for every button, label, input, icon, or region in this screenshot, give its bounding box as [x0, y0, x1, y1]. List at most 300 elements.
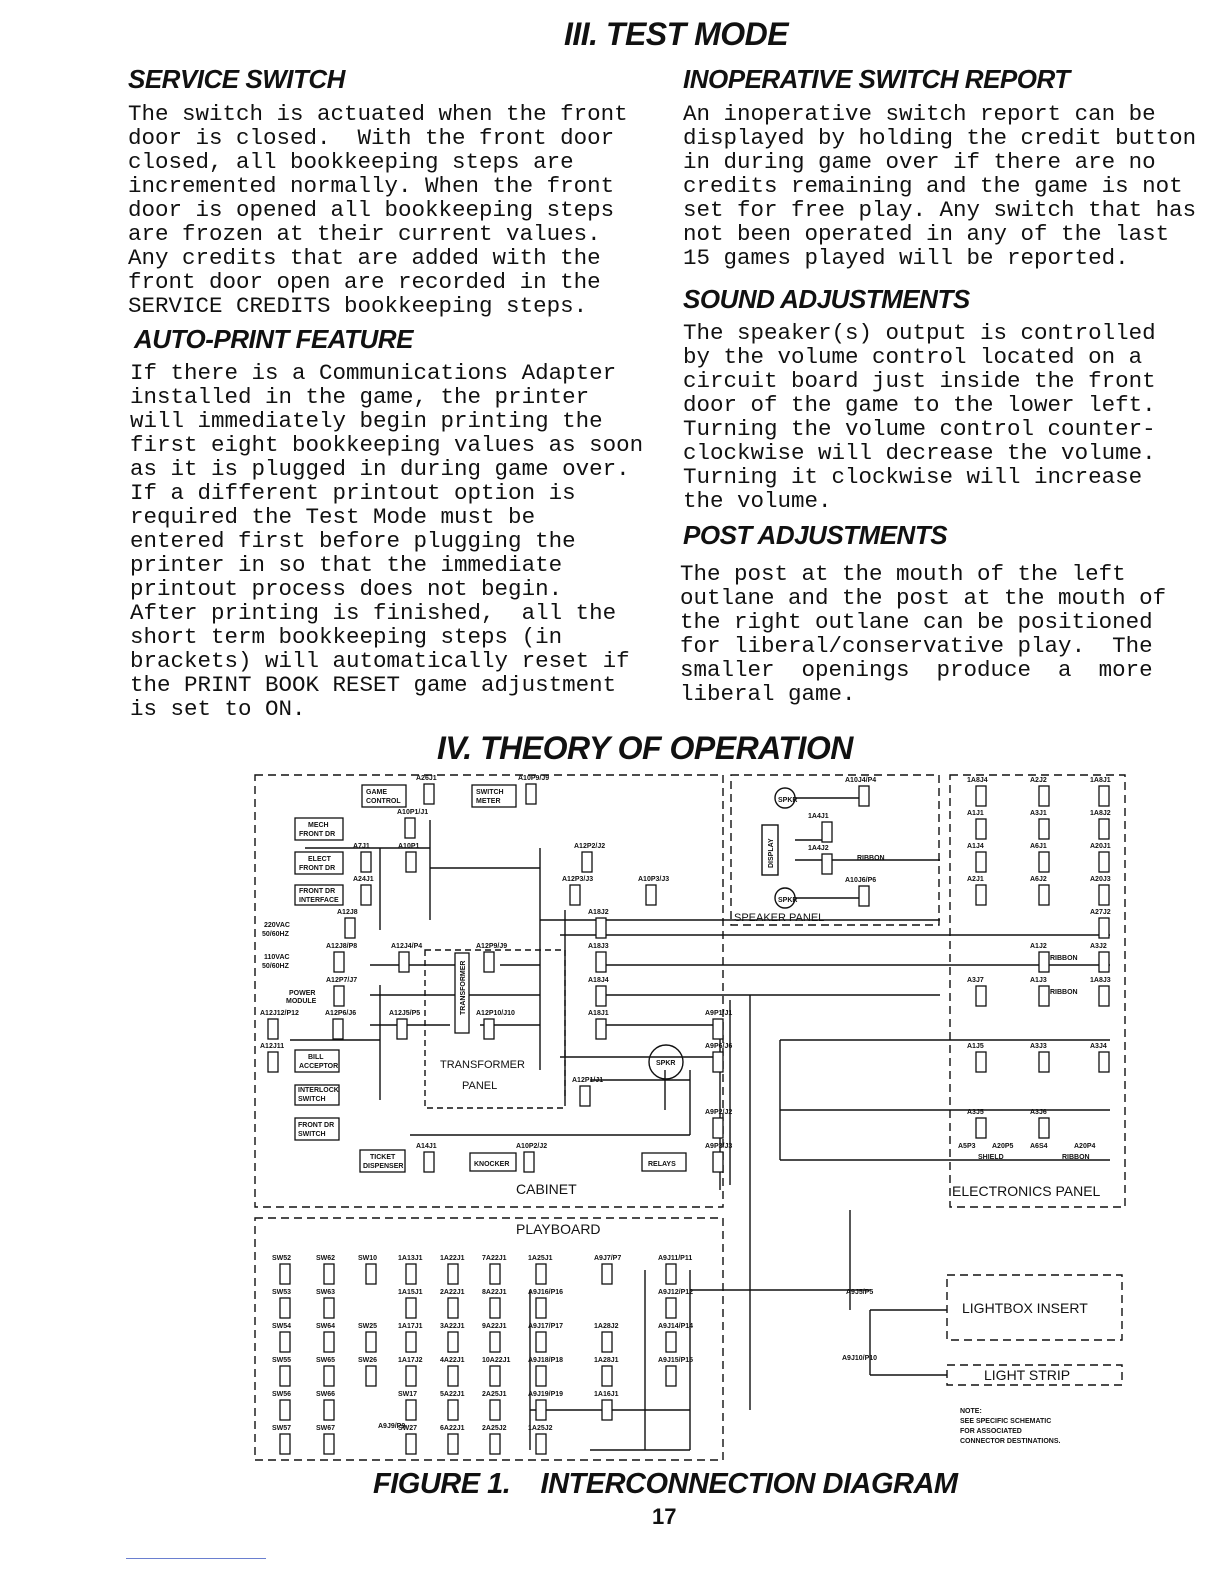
playboard-connector-label: SW66 [316, 1391, 336, 1398]
cabinet-connector [361, 852, 371, 872]
electronics-connector [1039, 819, 1049, 839]
playboard-connector-label: 3A22J1 [440, 1323, 465, 1330]
playboard-connector-label: A9J14/P14 [658, 1323, 694, 1330]
playboard-connector [280, 1264, 290, 1284]
playboard-connector-label: SW56 [272, 1391, 292, 1398]
electronics-connector [976, 986, 986, 1006]
playboard-connector [280, 1400, 290, 1420]
electronics-connector-label: 1A8J2 [1090, 810, 1111, 817]
inoperative-switch-text [683, 102, 1224, 270]
playboard-connector-label: SW25 [358, 1323, 378, 1330]
transformer-panel-label-2: PANEL [462, 1080, 498, 1092]
box-label: MECH [308, 822, 329, 829]
playboard-connector-label: SW55 [272, 1357, 292, 1364]
electronics-connector-label: A3J1 [1030, 810, 1047, 817]
service-switch-line: SERVICE CREDITS bookkeeping steps. [128, 293, 588, 319]
cabinet-connector [582, 852, 592, 872]
playboard-connector-label: 1A17J1 [398, 1323, 423, 1330]
electronics-connector [1039, 1052, 1049, 1072]
spkr-label-bottom: SPKR [778, 897, 798, 904]
playboard-connector [536, 1264, 546, 1284]
transformer-panel-label: TRANSFORMER [440, 1059, 525, 1071]
speaker-connector-label: A10J6/P6 [845, 877, 877, 884]
playboard-connector-label: 1A15J1 [398, 1289, 423, 1296]
service-switch-line: Any credits that are added with the [128, 245, 601, 271]
playboard-connector [406, 1434, 416, 1454]
cabinet-connector-label: A9P1/J1 [705, 1010, 733, 1017]
page-title: III. TEST MODE [563, 16, 789, 52]
interconnection-diagram [250, 770, 1130, 1470]
knocker-label: KNOCKER [474, 1161, 510, 1168]
inoperative-switch-heading: INOPERATIVE SWITCH REPORT [683, 64, 1070, 94]
playboard-connector [602, 1400, 612, 1420]
inoperative-switch-line: credits remaining and the game is not [683, 173, 1183, 199]
note-line: SEE SPECIFIC SCHEMATIC [960, 1418, 1052, 1425]
electronics-connector-label: A3J6 [1030, 1109, 1047, 1116]
spkr-label-top: SPKR [778, 797, 798, 804]
playboard-connector-label: 10A22J1 [482, 1357, 511, 1364]
box-label: 220VAC [264, 922, 290, 929]
post-adjustments-text [680, 562, 1166, 706]
cabinet-connector-label: A10P3/J3 [638, 876, 670, 883]
cabinet-connector-label: A12J4/P4 [391, 943, 423, 950]
ribbon-label: RIBBON [1050, 955, 1078, 962]
playboard-connector-label: 7A22J1 [482, 1255, 507, 1262]
note-line: CONNECTOR DESTINATIONS. [960, 1438, 1061, 1445]
cabinet-connector-label: A14J1 [416, 1143, 437, 1150]
cabinet-connector-label: A18J1 [588, 1010, 609, 1017]
electronics-connector-label: A6S4 [1030, 1143, 1048, 1150]
cabinet-connector [713, 1019, 723, 1039]
cabinet-connector [268, 1052, 278, 1072]
playboard-connector-label: 5A22J1 [440, 1391, 465, 1398]
playboard-connector-label: SW52 [272, 1255, 292, 1262]
playboard-connector-label: 1A13J1 [398, 1255, 423, 1262]
auto-print-line: short term bookkeeping steps (in [130, 624, 563, 650]
cabinet-connector [397, 1019, 407, 1039]
electronics-connector [976, 1052, 986, 1072]
electronics-connector [976, 885, 986, 905]
playboard-connector-label: A9J5/P5 [846, 1289, 874, 1296]
electronics-connector-label: A1J3 [1030, 977, 1047, 984]
cabinet-connector [405, 818, 415, 838]
playboard-connector [666, 1298, 676, 1318]
ribbon-label: RIBBON [1062, 1154, 1090, 1161]
sound-adjustments-text [683, 321, 1156, 513]
service-switch-line: incremented normally. When the front [128, 173, 615, 199]
cabinet-connector-label: A12P10/J10 [476, 1010, 515, 1017]
auto-print-line: brackets) will automatically reset if [130, 648, 630, 674]
speaker-connector-label: 1A4J1 [808, 813, 829, 820]
playboard-connector-label: SW54 [272, 1323, 292, 1330]
playboard-connector [324, 1400, 334, 1420]
playboard-connector [602, 1264, 612, 1284]
ribbon-label: RIBBON [1050, 989, 1078, 996]
electronics-connector [1099, 986, 1109, 1006]
box-label: CONTROL [366, 798, 401, 805]
electronics-connector-label: A3J3 [1030, 1043, 1047, 1050]
cabinet-connector [596, 918, 606, 938]
electronics-connector [976, 819, 986, 839]
auto-print-line: will immediately begin printing the [130, 408, 603, 434]
playboard-connector [536, 1298, 546, 1318]
cabinet-connector [596, 952, 606, 972]
box-label: INTERLOCK [298, 1087, 339, 1094]
sound-adjustments-line: by the volume control located on a [683, 344, 1143, 370]
auto-print-line: as it is plugged in during game over. [130, 456, 630, 482]
playboard-connector [602, 1366, 612, 1386]
playboard-connector-label: SW26 [358, 1357, 378, 1364]
playboard-connector [448, 1434, 458, 1454]
electronics-connector [1099, 1052, 1109, 1072]
electronics-connector [1039, 786, 1049, 806]
inoperative-switch-line: An inoperative switch report can be [683, 102, 1156, 127]
light-strip-label: LIGHT STRIP [984, 1367, 1071, 1383]
playboard-connector [448, 1332, 458, 1352]
playboard-connector [324, 1298, 334, 1318]
display-label: DISPLAY [768, 838, 775, 868]
cabinet-connector [713, 1118, 723, 1138]
playboard-connector [280, 1366, 290, 1386]
playboard-connector [448, 1400, 458, 1420]
playboard-connector [406, 1264, 416, 1284]
playboard-connector-label: SW62 [316, 1255, 336, 1262]
electronics-connector-label: A1J5 [967, 1043, 984, 1050]
sound-adjustments-heading: SOUND ADJUSTMENTS [683, 284, 970, 314]
cabinet-connector-label: A9P2/J2 [705, 1109, 733, 1116]
playboard-connector [490, 1366, 500, 1386]
electronics-connector-label: A3J7 [967, 977, 984, 984]
sound-adjustments-line: clockwise will decrease the volume. [683, 440, 1156, 466]
electronics-connector-label: A5P3 [958, 1143, 976, 1150]
playboard-connector-label: SW17 [398, 1391, 418, 1398]
box-label: 110VAC [264, 954, 290, 961]
playboard-connector [406, 1400, 416, 1420]
playboard-connector [324, 1434, 334, 1454]
post-adjustments-line: liberal game. [680, 681, 856, 707]
cabinet-connector [406, 852, 416, 872]
playboard-connector [406, 1332, 416, 1352]
speaker-connector [822, 854, 832, 874]
playboard-connector-label: 1A25J2 [528, 1425, 553, 1432]
service-switch-heading: SERVICE SWITCH [128, 64, 345, 94]
playboard-connector [448, 1366, 458, 1386]
post-adjustments-line: for liberal/conservative play. The [680, 633, 1153, 659]
electronics-connector [1039, 1118, 1049, 1138]
playboard-connector [666, 1332, 676, 1352]
box-label: FRONT DR [299, 831, 336, 838]
playboard-connector [536, 1332, 546, 1352]
cabinet-connector-label: A10P9/J9 [518, 775, 550, 782]
playboard-connector [366, 1332, 376, 1352]
auto-print-line: After printing is finished, all the [130, 600, 617, 626]
playboard-connector [490, 1400, 500, 1420]
electronics-connector [1039, 852, 1049, 872]
note-line: NOTE: [960, 1408, 982, 1415]
cabinet-connector [646, 885, 656, 905]
cabinet-connector-label: A12J8 [337, 909, 358, 916]
service-switch-line: front door open are recorded in the [128, 269, 601, 295]
cabinet-connector [334, 986, 344, 1006]
spkr-label: SPKR [656, 1060, 676, 1067]
post-adjustments-line: outlane and the post at the mouth of [680, 585, 1167, 611]
cabinet-connector [399, 952, 409, 972]
playboard-connector [280, 1434, 290, 1454]
inoperative-switch-line: not been operated in any of the last [683, 221, 1170, 247]
playboard-connector [324, 1264, 334, 1284]
playboard-connector-label: A9J19/P19 [528, 1391, 564, 1398]
playboard-connector [490, 1298, 500, 1318]
cabinet-connector-label: A10P1/J1 [397, 809, 429, 816]
playboard-connector [536, 1366, 546, 1386]
playboard-connector [406, 1366, 416, 1386]
lightbox-insert-label: LIGHTBOX INSERT [962, 1300, 1088, 1316]
service-switch-line: The switch is actuated when the front [128, 101, 628, 127]
electronics-connector [976, 852, 986, 872]
cabinet-connector [596, 1019, 606, 1039]
post-adjustments-line: The post at the mouth of the left [680, 561, 1126, 587]
cabinet-connector [484, 952, 494, 972]
electronics-connector [976, 1118, 986, 1138]
inoperative-switch-line: 15 games played will be reported. [683, 245, 1129, 270]
playboard-connector-label: 1A25J1 [528, 1255, 553, 1262]
electronics-connector [976, 786, 986, 806]
playboard-connector-label: 2A25J2 [482, 1425, 507, 1432]
electronics-connector-label: A2J2 [1030, 777, 1047, 784]
playboard-connector [490, 1332, 500, 1352]
post-adjustments-line: the right outlane can be positioned [680, 609, 1153, 635]
cabinet-connector [570, 885, 580, 905]
speaker-connector-label: 1A4J2 [808, 845, 829, 852]
cabinet-connector-label: A18J3 [588, 943, 609, 950]
box-label: 50/60HZ [262, 963, 289, 970]
cabinet-connector-label: A12J11 [260, 1043, 285, 1050]
auto-print-line: entered first before plugging the [130, 528, 576, 554]
playboard-connector [366, 1366, 376, 1386]
auto-print-line: the PRINT BOOK RESET game adjustment [130, 672, 617, 698]
transformer-label: TRANSFORMER [460, 960, 467, 1015]
relays-label: RELAYS [648, 1161, 676, 1168]
service-switch-line: door is closed. With the front door [128, 125, 615, 151]
electronics-connector-label: 1A8J4 [967, 777, 988, 784]
cabinet-connector [596, 986, 606, 1006]
sound-adjustments-line: door of the game to the lower left. [683, 392, 1156, 418]
sound-adjustments-line: circuit board just inside the front [683, 368, 1156, 394]
box-label: FRONT DR [299, 865, 336, 872]
speaker-connector [822, 822, 832, 842]
electronics-panel-label: ELECTRONICS PANEL [952, 1183, 1101, 1199]
playboard-connector-label: 2A22J1 [440, 1289, 465, 1296]
box-label: GAME [366, 789, 387, 796]
cabinet-connector-label: A9P3/J3 [705, 1143, 733, 1150]
playboard-connector [602, 1332, 612, 1352]
playboard-connector-label: A9J12/P12 [658, 1289, 694, 1296]
cabinet-connector [424, 1152, 434, 1172]
electronics-connector-label: A20J1 [1090, 843, 1111, 850]
electronics-connector [1039, 952, 1049, 972]
cabinet-connector-label: A12J12/P12 [260, 1010, 299, 1017]
playboard-connector-label: A9J11/P11 [658, 1255, 693, 1262]
electronics-connector-label: A20P4 [1074, 1143, 1096, 1150]
electronics-connector-label: A1J1 [967, 810, 984, 817]
inoperative-switch-line: set for free play. Any switch that has [683, 197, 1197, 223]
box-label: FRONT DR [298, 1122, 335, 1129]
playboard-connector-label: 9A22J1 [482, 1323, 507, 1330]
playboard-label: PLAYBOARD [516, 1221, 601, 1237]
shield-label: SHIELD [978, 1154, 1004, 1161]
cabinet-connector-label: A10P2/J2 [516, 1143, 548, 1150]
cabinet-connector-label: A12P6/J6 [325, 1010, 357, 1017]
service-switch-line: closed, all bookkeeping steps are [128, 149, 574, 175]
playboard-connector-label: SW53 [272, 1289, 292, 1296]
playboard-connector-label: SW67 [316, 1425, 336, 1432]
electronics-connector-label: A3J4 [1090, 1043, 1107, 1050]
cabinet-connector [713, 1052, 723, 1072]
cabinet-label: CABINET [516, 1181, 577, 1197]
electronics-connector [1099, 918, 1109, 938]
service-switch-line: are frozen at their current values. [128, 221, 601, 247]
box-label: BILL [308, 1054, 324, 1061]
note-line: FOR ASSOCIATED [960, 1428, 1022, 1435]
box-label: FRONT DR [299, 888, 336, 895]
playboard-connector-label: 2A25J1 [482, 1391, 507, 1398]
cabinet-connector [334, 952, 344, 972]
cabinet-connector-label: A12J5/P5 [389, 1010, 421, 1017]
figure-caption: FIGURE 1. INTERCONNECTION DIAGRAM [373, 1468, 958, 1500]
box-label: SWITCH [298, 1131, 326, 1138]
cabinet-connector-label: A12P2/J2 [574, 843, 606, 850]
cabinet-connector [713, 1152, 723, 1172]
playboard-connector-label: A9J9/P9 [378, 1423, 406, 1430]
inoperative-switch-line: displayed by holding the credit button [683, 125, 1197, 151]
inoperative-switch-line: in during game over if there are no [683, 149, 1156, 175]
electronics-connector-label: A27J2 [1090, 909, 1111, 916]
playboard-connector-label: A9J7/P7 [594, 1255, 622, 1262]
playboard-connector-label: SW10 [358, 1255, 378, 1262]
electronics-connector-label: A20J3 [1090, 876, 1111, 883]
playboard-connector-label: SW57 [272, 1425, 292, 1432]
cabinet-connector-label: A7J1 [353, 843, 370, 850]
speaker-connector [859, 886, 869, 906]
playboard-connector [536, 1400, 546, 1420]
box-label: INTERFACE [299, 897, 339, 904]
electronics-connector-label: A20P5 [992, 1143, 1014, 1150]
cabinet-connector [268, 1019, 278, 1039]
box-label: ELECT [308, 856, 331, 863]
box-label: 50/60HZ [262, 931, 289, 938]
playboard-connector-label: SW27 [398, 1425, 418, 1432]
box-label: SWITCH [298, 1096, 326, 1103]
sound-adjustments-line: Turning the volume control counter- [683, 416, 1156, 442]
playboard-connector [448, 1264, 458, 1284]
ribbon-label: RIBBON [857, 855, 885, 862]
electronics-connector [1099, 852, 1109, 872]
electronics-connector-label: 1A8J1 [1090, 777, 1111, 784]
cabinet-connector [524, 1152, 534, 1172]
cabinet-connector-label: A12P7/J7 [326, 977, 358, 984]
playboard-connector-label: A9J18/P18 [528, 1357, 564, 1364]
electronics-connector-label: A2J1 [967, 876, 984, 883]
playboard-connector [448, 1298, 458, 1318]
electronics-connector [1099, 952, 1109, 972]
playboard-connector [666, 1264, 676, 1284]
speaker-connector-label: A10J4/P4 [845, 777, 877, 784]
playboard-connector-label: A9J10/P10 [842, 1355, 878, 1362]
playboard-connector-label: 1A22J1 [440, 1255, 465, 1262]
auto-print-heading: AUTO-PRINT FEATURE [134, 324, 413, 354]
post-adjustments-heading: POST ADJUSTMENTS [683, 520, 948, 550]
electronics-connector-label: A1J2 [1030, 943, 1047, 950]
cabinet-connector [424, 784, 434, 804]
cabinet-connector-label: A9P6/J6 [705, 1043, 733, 1050]
playboard-connector-label: A9J17/P17 [528, 1323, 564, 1330]
playboard-connector-label: 4A22J1 [440, 1357, 465, 1364]
auto-print-line: If there is a Communications Adapter [130, 360, 617, 386]
playboard-connector [490, 1434, 500, 1454]
auto-print-line: required the Test Mode must be [130, 504, 536, 530]
playboard-connector-label: 1A28J1 [594, 1357, 619, 1364]
cabinet-connector [526, 784, 536, 804]
footer-rule [126, 1558, 266, 1559]
electronics-connector-label: A1J4 [967, 843, 984, 850]
box-label: MODULE [286, 998, 317, 1005]
sound-adjustments-line: Turning it clockwise will increase [683, 464, 1143, 490]
speaker-connector [859, 786, 869, 806]
playboard-connector [280, 1332, 290, 1352]
playboard-connector [536, 1434, 546, 1454]
cabinet-connector-label: A12P9/J9 [476, 943, 508, 950]
electronics-connector-label: A6J1 [1030, 843, 1047, 850]
cabinet-connector [345, 918, 355, 938]
box-label: POWER [289, 990, 316, 997]
playboard-connector [490, 1264, 500, 1284]
box-label: DISPENSER [363, 1163, 404, 1170]
auto-print-line: installed in the game, the printer [130, 384, 590, 410]
sound-adjustments-line: The speaker(s) output is controlled [683, 320, 1156, 346]
playboard-connector [406, 1298, 416, 1318]
cabinet-connector-label: A10P1 [398, 843, 420, 850]
auto-print-line: first eight bookkeeping values as soon [130, 432, 644, 458]
auto-print-line: If a different printout option is [130, 480, 576, 506]
cabinet-connector-label: A12J8/P8 [326, 943, 358, 950]
auto-print-line: printout process does not begin. [130, 576, 563, 602]
electronics-connector [1039, 986, 1049, 1006]
theory-title: IV. THEORY OF OPERATION [437, 730, 853, 766]
playboard-connector [324, 1366, 334, 1386]
playboard-connector [366, 1264, 376, 1284]
electronics-connector-label: A3J5 [967, 1109, 984, 1116]
playboard-connector-label: A9J16/P16 [528, 1289, 564, 1296]
playboard-connector-label: A9J15/P15 [658, 1357, 694, 1364]
playboard-connector-label: SW64 [316, 1323, 336, 1330]
playboard-connector-label: 1A17J2 [398, 1357, 423, 1364]
playboard-connector-label: SW63 [316, 1289, 336, 1296]
playboard-connector-label: SW65 [316, 1357, 336, 1364]
cabinet-connector [361, 885, 371, 905]
post-adjustments-line: smaller openings produce a more [680, 657, 1153, 683]
electronics-connector [1099, 819, 1109, 839]
playboard-connector-label: 1A16J1 [594, 1391, 619, 1398]
playboard-connector [280, 1298, 290, 1318]
box-label: METER [476, 798, 501, 805]
box-label: SWITCH [476, 789, 504, 796]
electronics-connector [1099, 885, 1109, 905]
playboard-connector-label: 8A22J1 [482, 1289, 507, 1296]
electronics-connector-label: 1A8J3 [1090, 977, 1111, 984]
sound-adjustments-line: the volume. [683, 488, 832, 514]
playboard-connector [324, 1332, 334, 1352]
page-number: 17 [652, 1504, 677, 1529]
